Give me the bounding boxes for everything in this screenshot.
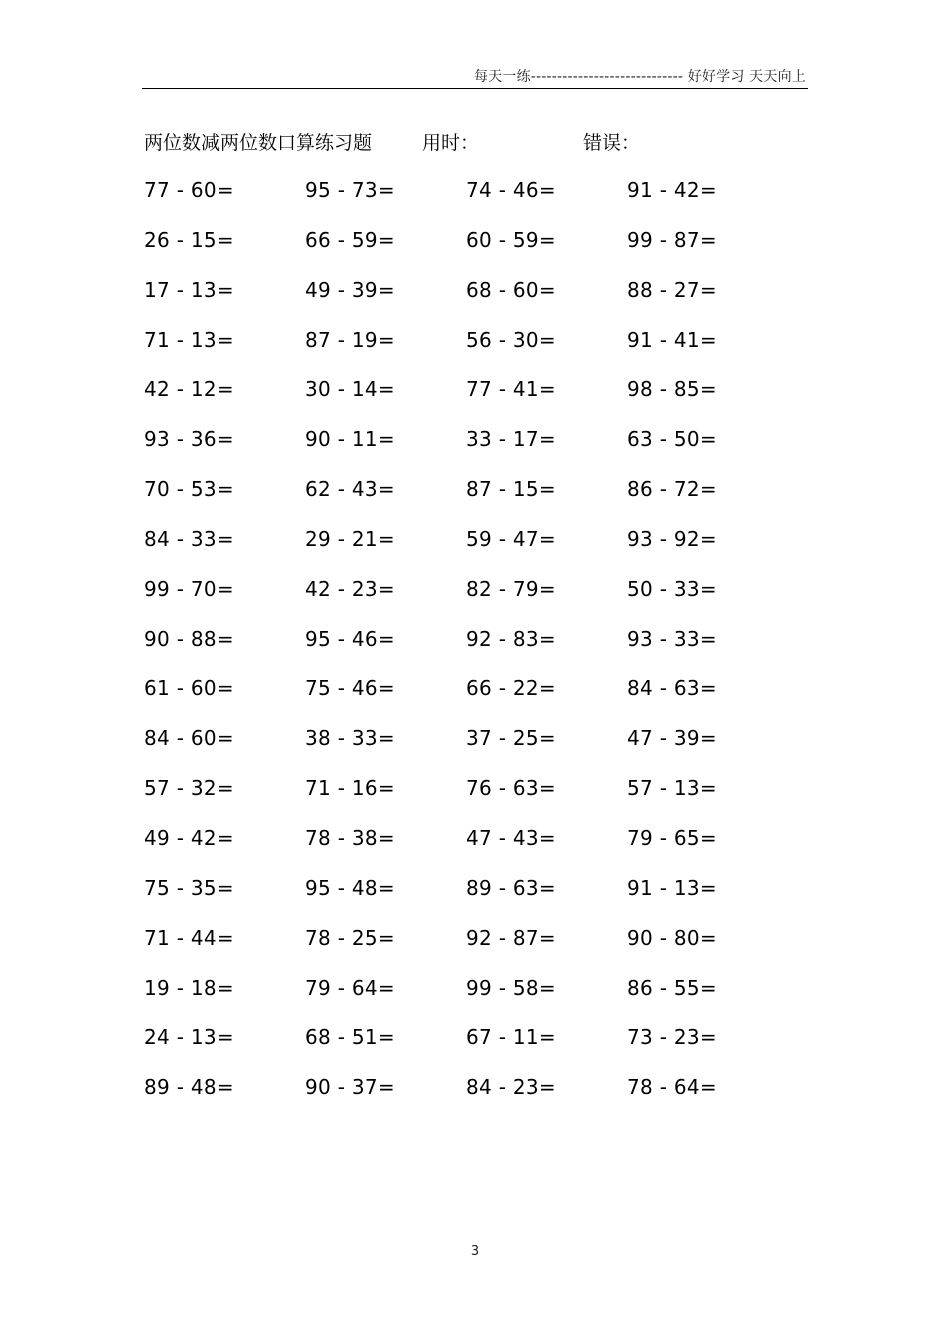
problem-item: 68 - 60= [466,277,556,302]
problem-item: 99 - 87= [627,227,717,252]
problem-item: 93 - 36= [144,427,234,452]
problem-item: 89 - 48= [144,1075,234,1100]
problem-row [144,772,804,822]
worksheet-title-row [0,128,950,158]
problem-item: 68 - 51= [305,1025,395,1050]
problem-item: 50 - 33= [627,576,717,601]
problem-item: 92 - 83= [466,626,556,651]
problem-item: 29 - 21= [305,526,395,551]
problem-item: 62 - 43= [305,477,395,502]
problem-item: 38 - 33= [305,726,395,751]
problem-item: 75 - 35= [144,875,234,900]
problem-item: 95 - 73= [305,178,395,202]
problem-item: 71 - 13= [144,327,234,352]
problem-item: 66 - 59= [305,227,395,252]
problem-row [144,822,804,872]
problem-item: 30 - 14= [305,377,395,402]
problem-item: 78 - 38= [305,825,395,850]
problem-item: 75 - 46= [305,676,395,701]
problem-item: 60 - 59= [466,227,556,252]
problem-item: 57 - 32= [144,776,234,801]
problem-grid [144,174,804,1121]
problem-item: 90 - 11= [305,427,395,452]
problem-row [144,623,804,673]
problem-item: 95 - 46= [305,626,395,651]
problem-item: 84 - 33= [144,526,234,551]
problem-item: 86 - 72= [627,477,717,502]
problem-item: 86 - 55= [627,975,717,1000]
problem-item: 42 - 12= [144,377,234,402]
problem-item: 47 - 43= [466,825,556,850]
problem-item: 77 - 41= [466,377,556,402]
problem-row [144,373,804,423]
problem-item: 70 - 53= [144,477,234,502]
problem-item: 24 - 13= [144,1025,234,1050]
problem-item: 90 - 37= [305,1075,395,1100]
problem-item: 88 - 27= [627,277,717,302]
problem-row [144,972,804,1022]
problem-item: 61 - 60= [144,676,234,701]
problem-item: 78 - 25= [305,925,395,950]
problem-item: 67 - 11= [466,1025,556,1050]
problem-item: 71 - 16= [305,776,395,801]
problem-item: 33 - 17= [466,427,556,452]
problem-row [144,473,804,523]
problem-item: 93 - 33= [627,626,717,651]
problem-item: 89 - 63= [466,875,556,900]
problem-item: 77 - 60= [144,178,234,202]
problem-item: 84 - 63= [627,676,717,701]
problem-item: 87 - 19= [305,327,395,352]
problem-item: 71 - 44= [144,925,234,950]
problem-item: 63 - 50= [627,427,717,452]
problem-item: 56 - 30= [466,327,556,352]
problem-row [144,1021,804,1071]
problem-row [144,324,804,374]
problem-row [144,722,804,772]
problem-item: 42 - 23= [305,576,395,601]
problem-item: 91 - 13= [627,875,717,900]
header-text: 每天一练----------------------------- 好好学习 天天向上 [473,69,806,85]
problem-item: 93 - 92= [627,526,717,551]
problem-row [144,872,804,922]
problem-item: 91 - 41= [627,327,717,352]
problem-item: 49 - 42= [144,825,234,850]
problem-item: 99 - 70= [144,576,234,601]
problem-item: 66 - 22= [466,676,556,701]
problem-row [144,523,804,573]
problem-item: 90 - 88= [144,626,234,651]
problem-row [144,274,804,324]
problem-row [144,174,804,224]
problem-item: 26 - 15= [144,227,234,252]
problem-item: 17 - 13= [144,277,234,302]
problem-item: 84 - 23= [466,1075,556,1100]
problem-item: 99 - 58= [466,975,556,1000]
problem-item: 90 - 80= [627,925,717,950]
problem-item: 84 - 60= [144,726,234,751]
problem-item: 59 - 47= [466,526,556,551]
problem-item: 79 - 65= [627,825,717,850]
problem-item: 91 - 42= [627,178,717,202]
problem-item: 95 - 48= [305,875,395,900]
problem-item: 57 - 13= [627,776,717,801]
page-number: 3 [470,1244,480,1259]
problem-item: 37 - 25= [466,726,556,751]
time-label: 用时： [422,132,480,154]
problem-row [144,573,804,623]
problem-row [144,1071,804,1121]
problem-item: 76 - 63= [466,776,556,801]
problem-row [144,672,804,722]
error-label: 错误： [583,132,641,154]
problem-item: 78 - 64= [627,1075,717,1100]
problem-row [144,224,804,274]
worksheet-title: 两位数减两位数口算练习题 [144,132,373,154]
problem-item: 98 - 85= [627,377,717,402]
problem-item: 87 - 15= [466,477,556,502]
problem-item: 74 - 46= [466,178,556,202]
problem-item: 73 - 23= [627,1025,717,1050]
problem-item: 92 - 87= [466,925,556,950]
problem-row [144,922,804,972]
problem-item: 19 - 18= [144,975,234,1000]
problem-item: 49 - 39= [305,277,395,302]
problem-item: 79 - 64= [305,975,395,1000]
problem-row [144,423,804,473]
page-header [142,62,808,89]
problem-item: 47 - 39= [627,726,717,751]
problem-item: 82 - 79= [466,576,556,601]
